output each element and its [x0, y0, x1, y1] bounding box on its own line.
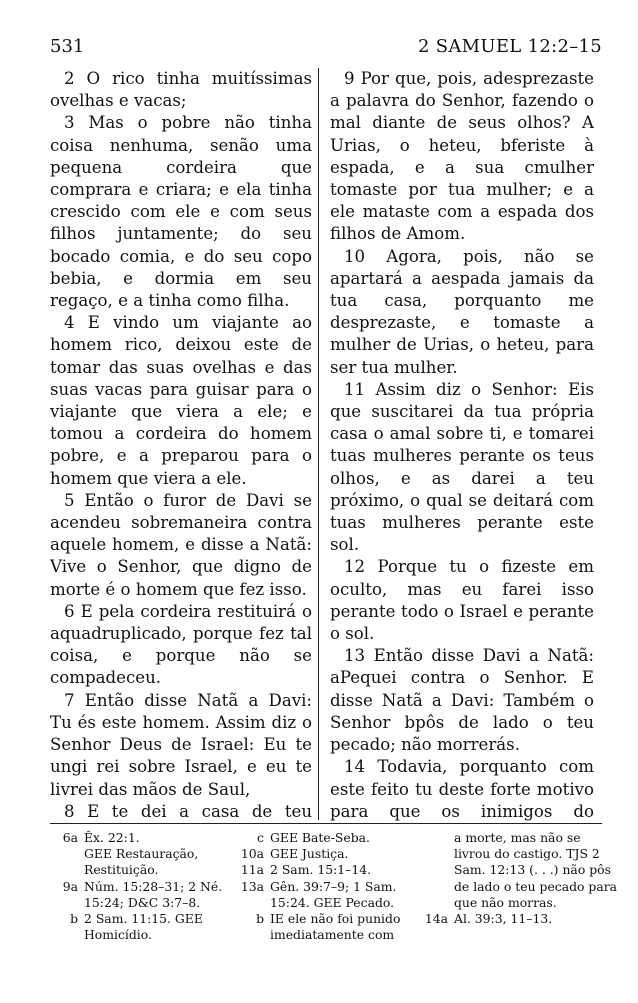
verse-5: 5 Então o furor de Davi se acendeu sobremaneira contra aquele homem, e disse a Natã: Vive o Senhor, que digno de morte é o homem que fez isso. [50, 490, 312, 599]
footnote-key [50, 846, 84, 878]
footnote [50, 911, 230, 943]
verse-10: 10 Agora, pois, não se apartará a aespada jamais da tua casa, porquanto me desprezaste, e tomaste a mulher de Urias, o heteu, para ser tua mulher. [330, 246, 594, 377]
footnote-text: a morte, mas não se livrou do castigo. TJS 2 Sam. 12:13 (. . .) não pôs de lado o teu pecado para que não morras. [454, 830, 618, 910]
footnote-key: 14a [424, 911, 448, 927]
footnote-text: 2 Sam. 15:1–14. [270, 862, 372, 878]
left-text-column [50, 68, 312, 823]
footnotes-column-3 [420, 830, 620, 927]
footnote [420, 830, 620, 911]
verse-7: 7 Então disse Natã a Davi: Tu és este homem. Assim diz o Senhor Deus de Israel: Eu te ungi rei sobre Israel, e eu te livrei das mãos de Saul, [50, 690, 312, 799]
verse-14: 14 Todavia, porquanto com este feito tu deste forte motivo para que os inimigos do [330, 757, 594, 821]
verse-8: 8 E te dei a casa de teu [64, 801, 312, 821]
verse-2: 2 O rico tinha muitíssimas ovelhas e vacas; [50, 69, 312, 111]
footnote-text: IE ele não foi punido imediatamente com [270, 911, 401, 943]
verse-4: 4 E vindo um viajante ao homem rico, deixou este de tomar das suas ovelhas e das suas vacas para guisar para o viajante que viera a ele; e tomou a cordeira do homem pobre, e a preparou para o homem que viera a ele. [50, 313, 312, 488]
verse-12: 12 Porque tu o fizeste em oculto, mas eu farei isso perante todo o Israel e perante o sol. [330, 557, 594, 644]
right-text-column [330, 68, 594, 823]
footnote [236, 846, 424, 862]
verse-13: 13 Então disse Davi a Natã: aPequei contra o Senhor. E disse Natã a Davi: Também o Senhor bpôs de lado o teu pecado; não morrerás. [330, 646, 594, 755]
verse-6: 6 E pela cordeira restituirá o aquadruplicado, porque fez tal coisa, e porque não se compadeceu. [50, 601, 312, 688]
footnote [236, 879, 424, 911]
footnote-text: GEE Bate-Seba. [270, 830, 370, 845]
page-header [50, 36, 602, 62]
footnotes-column-2 [236, 830, 424, 943]
footnote-text: Al. 39:3, 11–13. [454, 911, 553, 927]
footnote [236, 862, 424, 878]
footnote-text: GEE Justiça. [270, 846, 349, 862]
footnote-text: Êx. 22:1. [84, 830, 140, 845]
footnote-text: 2 Sam. 11:15. GEE Homicídio. [84, 911, 203, 943]
verse-11: 11 Assim diz o Senhor: Eis que suscitarei da tua própria casa o amal sobre ti, e tomarei tuas mulheres perante os teus olhos, e as darei a teu próximo, o qual se deitará com tuas mulheres perante este sol. [330, 379, 594, 555]
footnotes-column-1 [50, 830, 230, 943]
footnote-text: Gên. 39:7–9; 1 Sam. 15:24. GEE Pecado. [270, 878, 397, 910]
footnote-key: 11a [240, 862, 264, 878]
footnote-key: c [257, 830, 264, 845]
footnote-text: GEE Restauração, Restituição. [84, 846, 199, 878]
footnote [420, 911, 620, 927]
footnote-key: b [256, 911, 264, 927]
footnote-key: 6a [62, 830, 78, 845]
footnote-key: b [70, 911, 78, 927]
footnote [236, 911, 424, 943]
running-reference: 2 SAMUEL 12:2–15 [417, 36, 602, 57]
verse-9: 9 Por que, pois, adesprezaste a palavra do Senhor, fazendo o mal diante de seus olhos? A Urias, o heteu, bferiste à espada, e a sua cmulher tomaste por tua mulher; e a ele mataste com a espada dos filhos de Amom. [330, 69, 594, 244]
footnote-key: 9a [62, 878, 78, 894]
verse-3: 3 Mas o pobre não tinha coisa nenhuma, senão uma pequena cordeira que comprara e criara; e ela tinha crescido com ele e com seus filhos juntamente; do seu bocado comia, e do seu copo bebia, e dormia em seu regaço, e a tinha como filha. [50, 113, 312, 311]
footnote-divider [50, 823, 602, 824]
footnote [236, 830, 424, 846]
footnote-key: 13a [240, 878, 264, 894]
footnote [50, 879, 230, 911]
footnote-key [420, 830, 454, 911]
footnote [50, 830, 230, 846]
footnote-key: 10a [240, 846, 264, 862]
footnote-text: Núm. 15:28–31; 2 Né. 15:24; D&C 3:7–8. [84, 878, 223, 910]
page-number: 531 [50, 36, 85, 57]
footnote [50, 846, 230, 878]
column-divider [318, 68, 319, 820]
